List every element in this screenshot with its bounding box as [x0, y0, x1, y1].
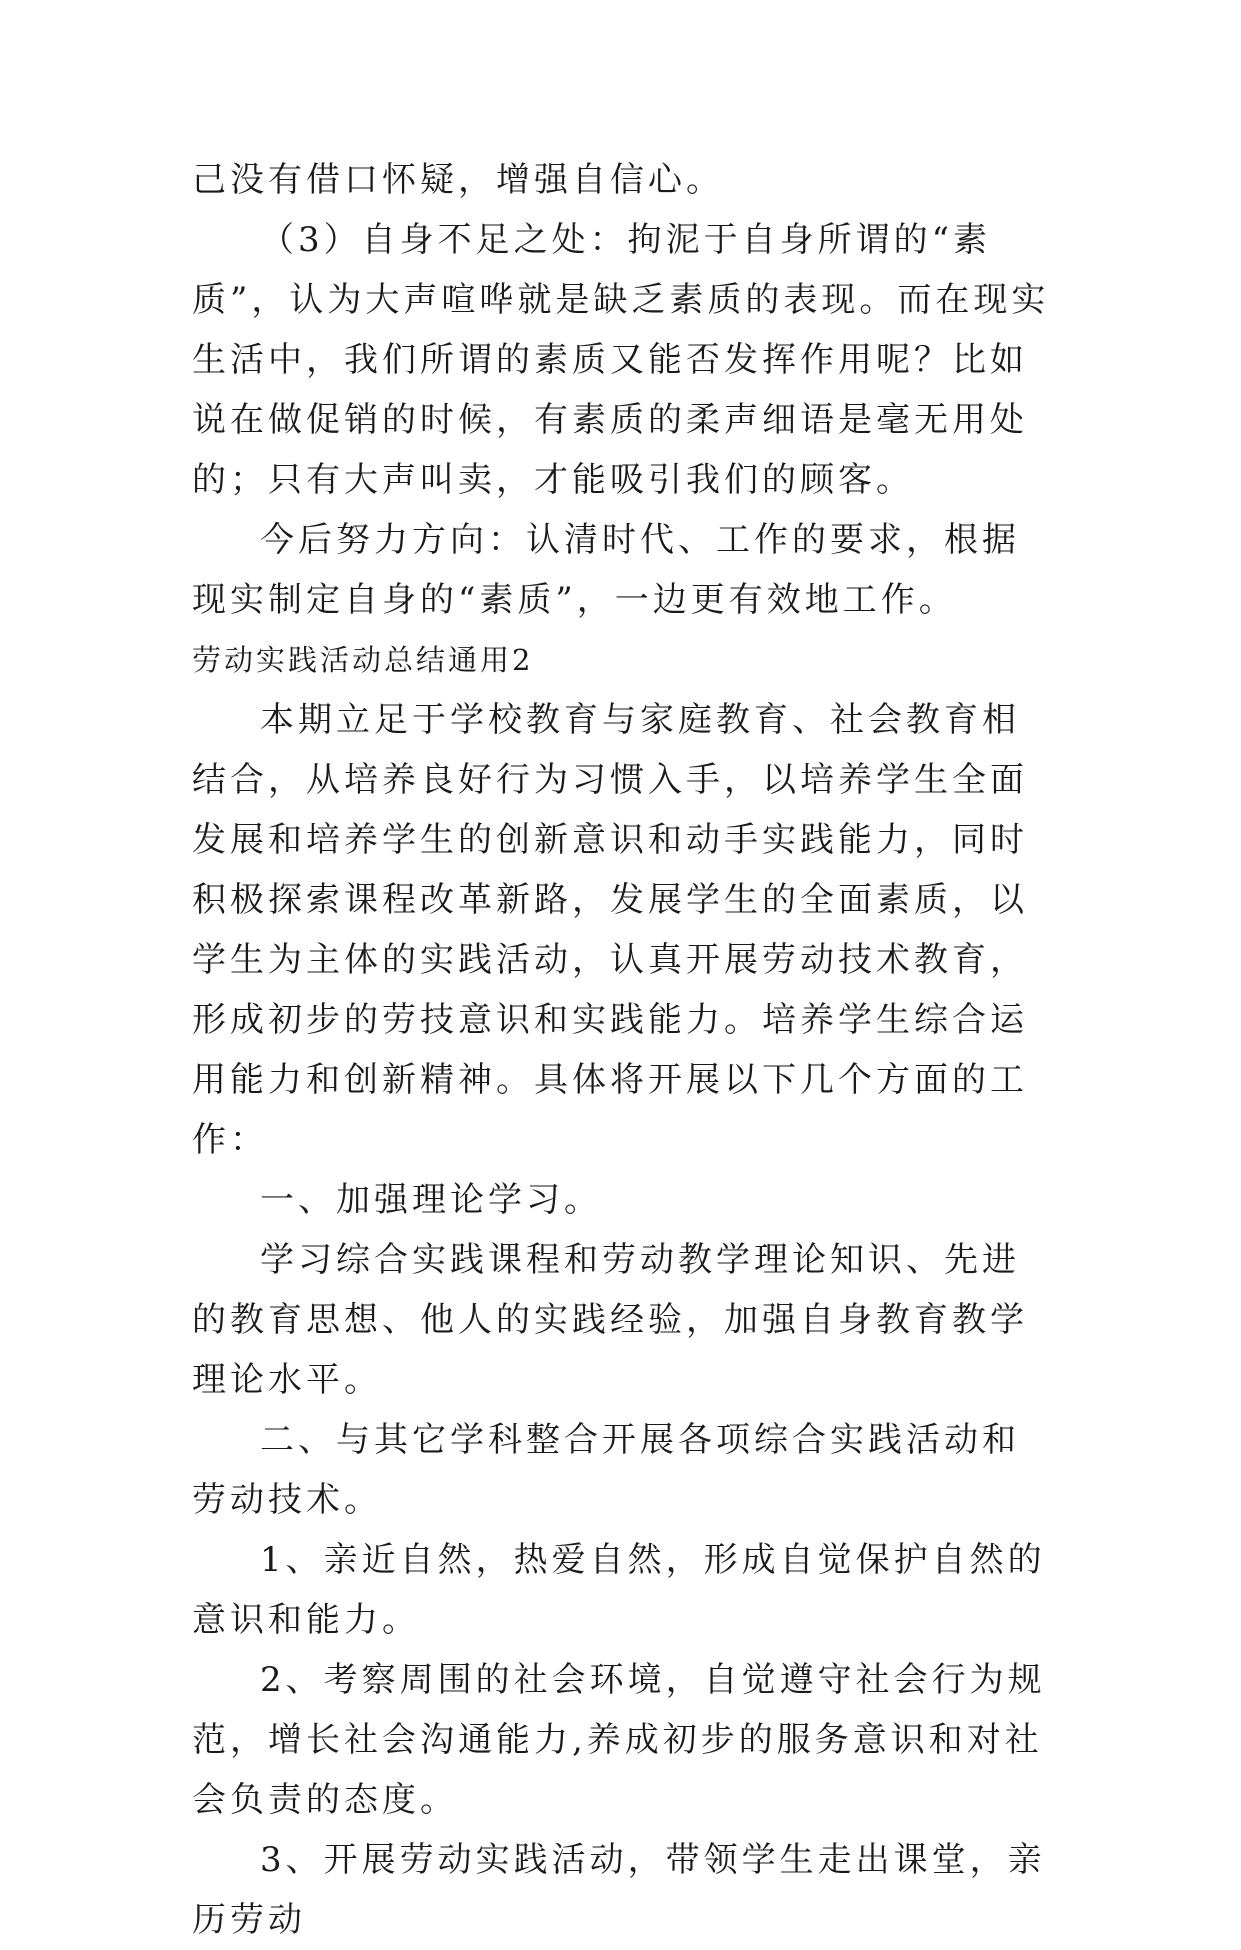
paragraph-subitem-2: 2、考察周围的社会环境，自觉遵守社会行为规范，增长社会沟通能力,养成初步的服务意识和对社会负责的态度。 [192, 1660, 1046, 1820]
paragraph-continuation: 己没有借口怀疑，增强自信心。 [192, 160, 724, 200]
paragraph-theory-study: 学习综合实践课程和劳动教学理论知识、先进的教育思想、他人的实践经验，加强自身教育教学理论水平。 [192, 1240, 1028, 1400]
document-body [192, 150, 1052, 1950]
paragraph-item-1-heading: 一、加强理论学习。 [260, 1180, 602, 1220]
paragraph-future-direction: 今后努力方向：认清时代、工作的要求，根据现实制定自身的“素质”，一边更有效地工作。 [192, 520, 1020, 620]
paragraph-item-2-heading: 二、与其它学科整合开展各项综合实践活动和劳动技术。 [192, 1420, 1020, 1520]
paragraph-subitem-3: 3、开展劳动实践活动，带领学生走出课堂，亲历劳动 [192, 1840, 1046, 1940]
paragraph-subitem-1: 1、亲近自然，热爱自然，形成自觉保护自然的意识和能力。 [192, 1540, 1046, 1640]
section-heading: 劳动实践活动总结通用2 [192, 643, 534, 677]
paragraph-shortcomings: （3）自身不足之处：拘泥于自身所谓的“素质”，认为大声喧哗就是缺乏素质的表现。而在现实生活中，我们所谓的素质又能否发挥作用呢？比如说在做促销的时候，有素质的柔声细语是毫无用处的；只有大声叫卖，才能吸引我们的顾客。 [192, 220, 1050, 500]
paragraph-intro: 本期立足于学校教育与家庭教育、社会教育相结合，从培养良好行为习惯入手，以培养学生全面发展和培养学生的创新意识和动手实践能力，同时积极探索课程改革新路，发展学生的全面素质，以学生为主体的实践活动，认真开展劳动技术教育，形成初步的劳技意识和实践能力。培养学生综合运用能力和创新精神。具体将开展以下几个方面的工作： [192, 700, 1028, 1160]
